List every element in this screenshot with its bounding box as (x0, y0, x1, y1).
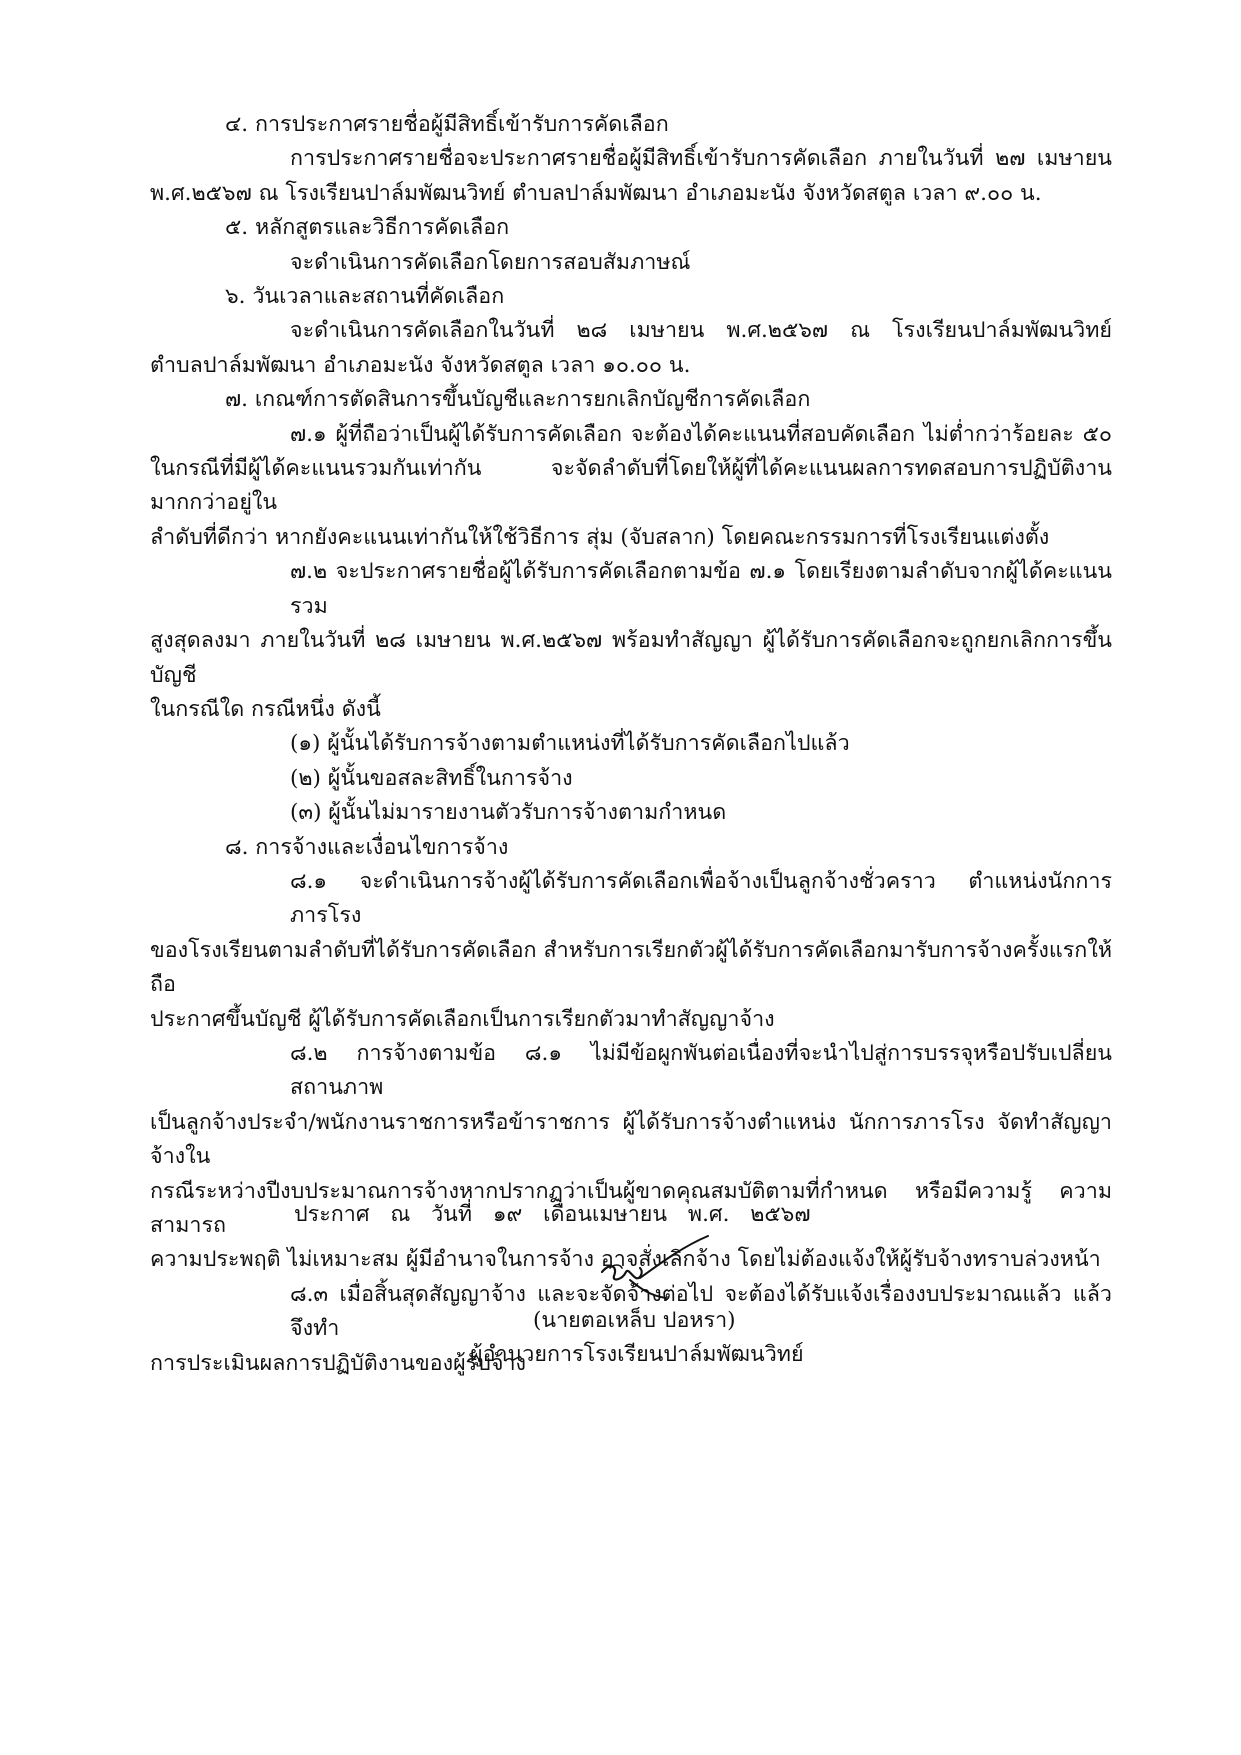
paragraph-line: ๘.๒ การจ้างตามข้อ ๘.๑ ไม่มีข้อผูกพันต่อเนื่องที่จะนำไปสู่การบรรจุหรือปรับเปลี่ยนสถานภาพ (290, 1040, 1112, 1101)
paragraph-line: จะดำเนินการคัดเลือกโดยการสอบสัมภาษณ์ (290, 249, 691, 275)
paragraph-line: พ.ศ.๒๕๖๗ ณ โรงเรียนปาล์มพัฒนวิทย์ ตำบลปาล์มพัฒนา อำเภอมะนัง จังหวัดสตูล เวลา ๙.๐๐ น. (150, 180, 1042, 206)
paragraph-line: ๗.๑ ผู้ที่ถือว่าเป็นผู้ได้รับการคัดเลือก จะต้องได้คะแนนที่สอบคัดเลือก ไม่ต่ำกว่าร้อยละ ๕๐ (290, 421, 1112, 447)
section-heading: ๔. การประกาศรายชื่อผู้มีสิทธิ์เข้ารับการคัดเลือก (225, 112, 669, 137)
paragraph-line: ๘.๓ เมื่อสิ้นสุดสัญญาจ้าง และจะจัดจ้างต่อไป จะต้องได้รับแจ้งเรื่องงบประมาณแล้ว แล้วจึงทำ (290, 1281, 1112, 1342)
list-item: (๓) ผู้นั้นไม่มารายงานตัวรับการจ้างตามกำหนด (290, 800, 727, 826)
paragraph-line: จะดำเนินการคัดเลือกในวันที่ ๒๘ เมษายน พ.ศ.๒๕๖๗ ณ โรงเรียนปาล์มพัฒนวิทย์ (290, 318, 1112, 344)
announcement-date: ประกาศ ณ วันที่ ๑๙ เดือนเมษายน พ.ศ. ๒๕๖๗ (294, 1202, 811, 1227)
paragraph-line: ตำบลปาล์มพัฒนา อำเภอมะนัง จังหวัดสตูล เวลา ๑๐.๐๐ น. (150, 352, 691, 378)
section-heading: ๘. การจ้างและเงื่อนไขการจ้าง (225, 834, 509, 860)
list-item: (๑) ผู้นั้นได้รับการจ้างตามตำแหน่งที่ได้รับการคัดเลือกไปแล้ว (290, 731, 850, 757)
paragraph-line: ของโรงเรียนตามลำดับที่ได้รับการคัดเลือก สำหรับการเรียกตัวผู้ได้รับการคัดเลือกมารับการจ้างครั้งแรกให้ถือ (150, 937, 1112, 998)
paragraph-line: ๘.๑ จะดำเนินการจ้างผู้ได้รับการคัดเลือกเพื่อจ้างเป็นลูกจ้างชั่วคราว ตำแหน่งนักการภารโรง (290, 868, 1112, 929)
signer-name: (นายตอเหล็บ ปอหรา) (533, 1308, 736, 1333)
paragraph-line: ประกาศขึ้นบัญชี ผู้ได้รับการคัดเลือกเป็นการเรียกตัวมาทำสัญญาจ้าง (150, 1006, 775, 1032)
paragraph-line: ความประพฤติ ไม่เหมาะสม ผู้มีอำนาจในการจ้าง อาจสั่งเลิกจ้าง โดยไม่ต้องแจ้งให้ผู้รับจ้างทราบล่วงหน้า (150, 1247, 1101, 1273)
paragraph-line: ในกรณีที่มีผู้ได้คะแนนรวมกันเท่ากัน จะจัดลำดับที่โดยให้ผู้ที่ได้คะแนนผลการทดสอบการปฏิบัติงานมากกว่าอยู่ใน (150, 456, 1112, 516)
paragraph-line: สูงสุดลงมา ภายในวันที่ ๒๘ เมษายน พ.ศ.๒๕๖๗ พร้อมทำสัญญา ผู้ได้รับการคัดเลือกจะถูกยกเลิกการขึ้นบัญชี (150, 628, 1112, 688)
section-heading: ๗. เกณฑ์การตัดสินการขึ้นบัญชีและการยกเลิกบัญชีการคัดเลือก (225, 387, 811, 413)
paragraph-line: ในกรณีใด กรณีหนึ่ง ดังนี้ (150, 696, 381, 722)
paragraph-line: ๗.๒ จะประกาศรายชื่อผู้ได้รับการคัดเลือกตามข้อ ๗.๑ โดยเรียงตามลำดับจากผู้ได้คะแนนรวม (290, 559, 1112, 619)
paragraph-line: กรณีระหว่างปีงบประมาณการจ้างหากปรากฏว่าเป็นผู้ขาดคุณสมบัติตามที่กำหนด หรือมีความรู้ ความสามารถ (150, 1178, 1112, 1238)
list-item: (๒) ผู้นั้นขอสละสิทธิ์ในการจ้าง (290, 765, 573, 791)
paragraph-line: เป็นลูกจ้างประจำ/พนักงานราชการหรือข้าราชการ ผู้ได้รับการจ้างตำแหน่ง นักการภารโรง จัดทำสัญญาจ้างใน (150, 1109, 1112, 1170)
paragraph-line: ลำดับที่ดีกว่า หากยังคะแนนเท่ากันให้ใช้วิธีการ สุ่ม (จับสลาก) โดยคณะกรรมการที่โรงเรียนแต่งตั้ง (150, 524, 1050, 550)
paragraph-line: การประกาศรายชื่อจะประกาศรายชื่อผู้มีสิทธิ์เข้ารับการคัดเลือก ภายในวันที่ ๒๗ เมษายน (290, 146, 1112, 172)
section-heading: ๖. วันเวลาและสถานที่คัดเลือก (225, 284, 505, 310)
signer-position: ผู้อำนวยการโรงเรียนปาล์มพัฒนวิทย์ (470, 1342, 804, 1367)
paragraph-line: การประเมินผลการปฏิบัติงานของผู้รับจ้าง (150, 1350, 527, 1376)
section-heading: ๕. หลักสูตรและวิธีการคัดเลือก (225, 215, 510, 241)
document-body (150, 108, 1112, 1381)
